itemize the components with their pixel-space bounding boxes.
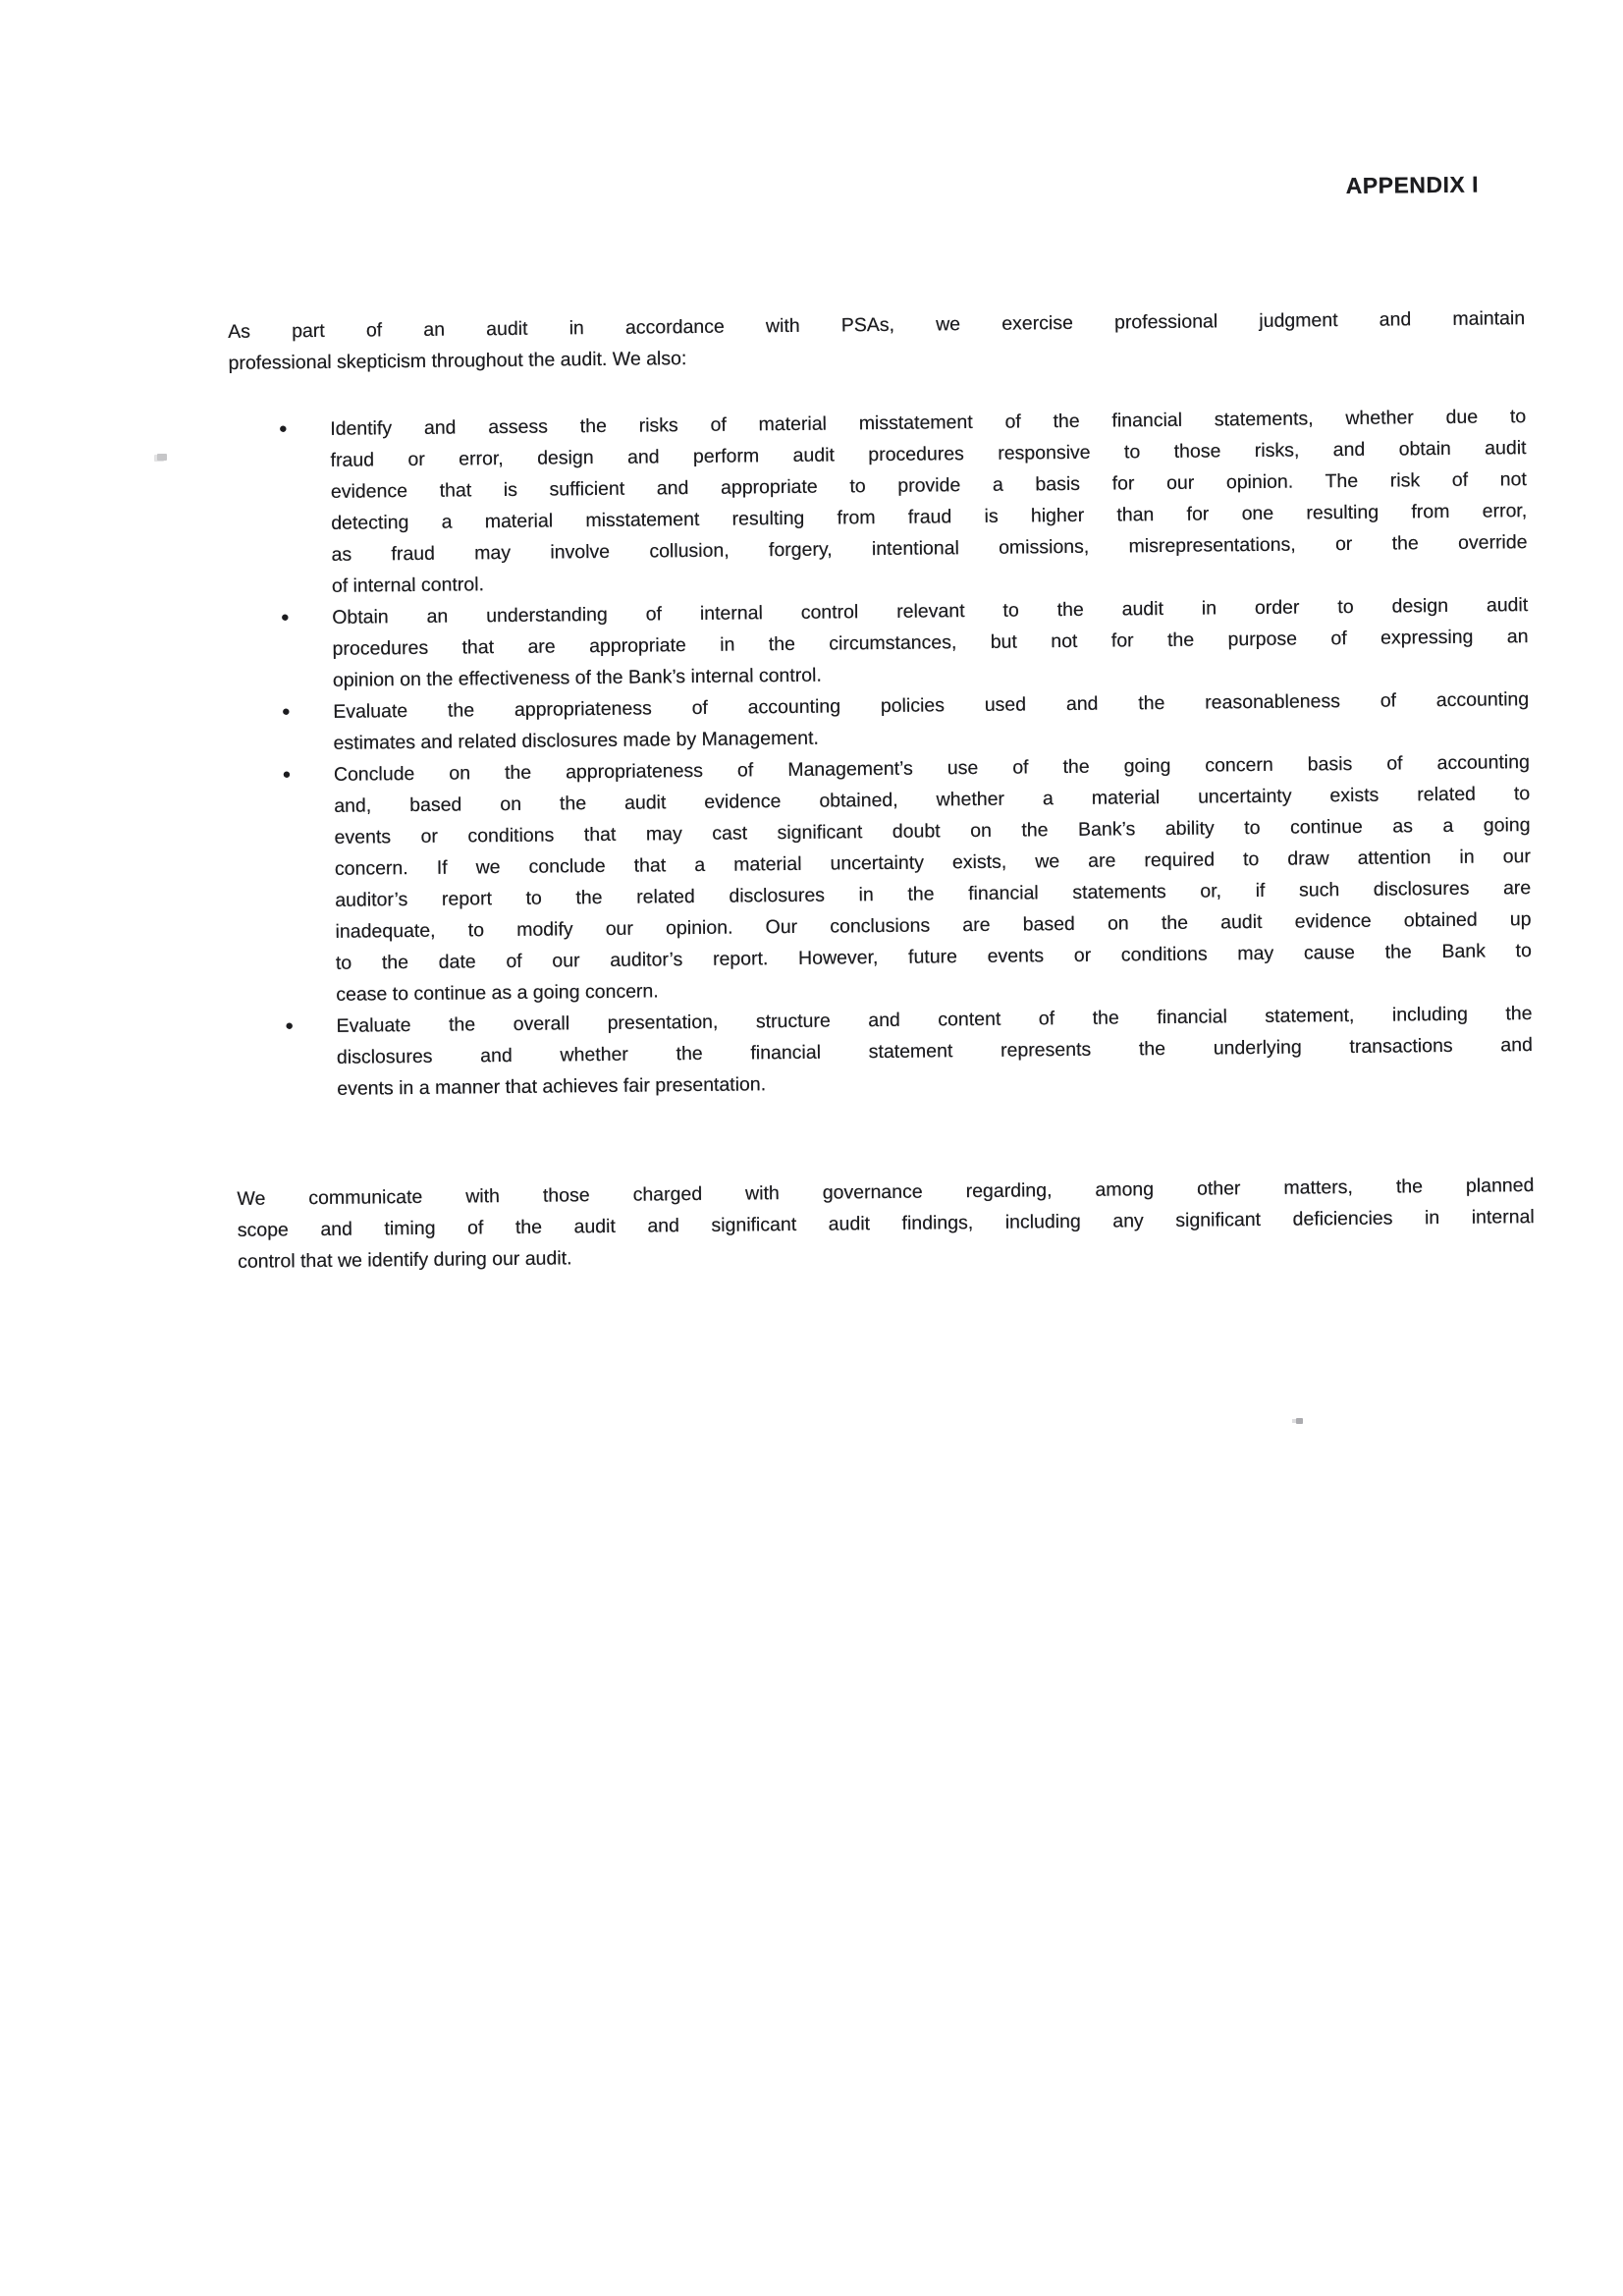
text-line: professional skepticism throughout the audit. We also:	[228, 348, 687, 374]
text-line: procedures that are appropriate in the circumstances, but not for the purpose of expressing an	[332, 626, 1529, 660]
text-line: auditor’s report to the related disclosures in the financial statements or, if such disclosures are	[335, 877, 1532, 911]
bullet-item	[233, 746, 1533, 1011]
text-line: fraud or error, design and perform audit procedures responsive to those risks, and obtain audit	[330, 437, 1527, 471]
text-line: opinion on the effectiveness of the Bank’s internal control.	[332, 664, 822, 691]
text-line: to the date of our auditor’s report. However, future events or conditions may cause the Bank to	[335, 940, 1532, 974]
scan-artifact	[157, 454, 167, 461]
bullet-icon: •	[282, 698, 291, 725]
text-line: detecting a material misstatement resulting from fraud is higher than for one resulting from error,	[331, 500, 1528, 534]
text-line: as fraud may involve collusion, forgery, intentional omissions, misrepresentations, or the override	[331, 531, 1528, 566]
text-line: As part of an audit in accordance with PSAs, we exercise professional judgment and maintain	[228, 307, 1526, 343]
appendix-header-label: APPENDIX I	[1345, 171, 1480, 199]
text-line: Identify and assess the risks of material misstatement of the financial statements, whether due to	[330, 406, 1527, 440]
bullet-icon: •	[281, 604, 290, 630]
scan-artifact	[1296, 1418, 1303, 1424]
bullet-icon: •	[282, 761, 292, 788]
bullet-icon: •	[285, 1012, 294, 1039]
bullet-item	[231, 589, 1529, 697]
text-line: disclosures and whether the financial statement represents the underlying transactions and	[336, 1034, 1534, 1068]
text-line: events or conditions that may cast significant doubt on the Bank’s ability to continue as a going	[334, 814, 1531, 848]
text-line: Evaluate the appropriateness of accounting policies used and the reasonableness of accounting	[333, 688, 1530, 723]
text-line: Obtain an understanding of internal control relevant to the audit in order to design audit	[332, 594, 1529, 629]
closing-paragraph	[237, 1170, 1535, 1278]
text-line: Conclude on the appropriateness of Management’s use of the going concern basis of accounting	[333, 751, 1530, 786]
text-line: evidence that is sufficient and appropriate to provide a basis for our opinion. The risk of not	[330, 468, 1527, 503]
text-line: We communicate with those charged with governance regarding, among other matters, the planned	[237, 1175, 1535, 1210]
text-line: concern. If we conclude that a material uncertainty exists, we are required to draw attention in our	[334, 846, 1531, 880]
bullet-item	[229, 401, 1528, 603]
text-line: events in a manner that achieves fair presentation.	[337, 1073, 767, 1100]
bullet-list	[229, 401, 1533, 1106]
text-line: of internal control.	[331, 574, 485, 597]
intro-paragraph	[228, 302, 1526, 379]
text-line: cease to continue as a going concern.	[336, 980, 659, 1006]
text-line: control that we identify during our audit.	[238, 1247, 572, 1273]
text-line: and, based on the audit evidence obtained, whether a material uncertainty exists related to	[334, 783, 1531, 817]
text-line: scope and timing of the audit and significant audit findings, including any significant deficiencies in internal	[237, 1206, 1535, 1241]
document-content	[227, 168, 1536, 1278]
text-line: estimates and related disclosures made by Management.	[333, 727, 819, 754]
text-line: Evaluate the overall presentation, structure and content of the financial statement, including the	[336, 1003, 1533, 1037]
bullet-icon: •	[279, 415, 288, 442]
bullet-item	[235, 998, 1533, 1106]
text-line: inadequate, to modify our opinion. Our conclusions are based on the audit evidence obtained up	[335, 908, 1532, 943]
